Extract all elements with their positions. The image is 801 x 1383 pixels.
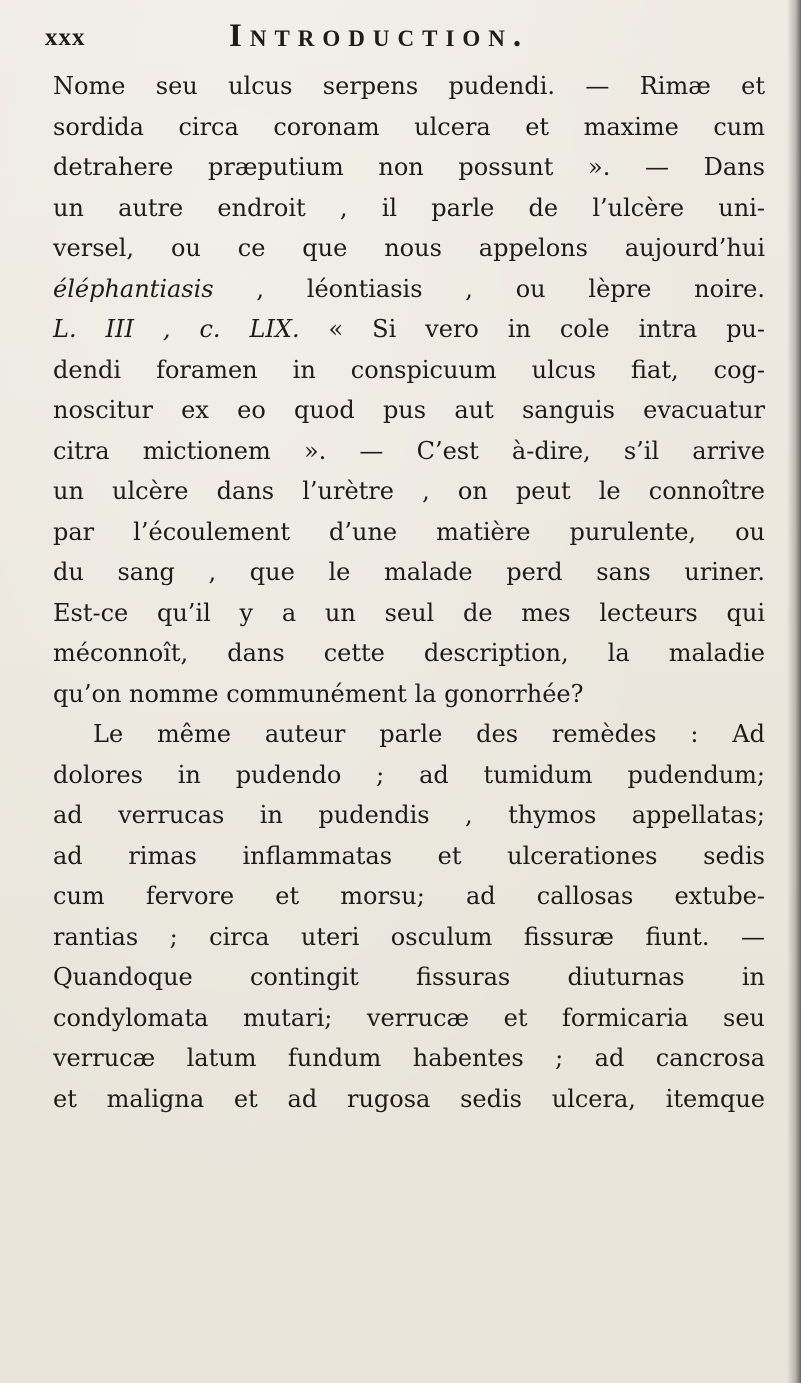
text-line: noscitur ex eo quod pus aut sanguis evacuatur	[53, 396, 765, 424]
text-line: cum fervore et morsu; ad callosas extube-	[53, 882, 765, 910]
text-line: et maligna et ad rugosa sedis ulcera, itemque	[53, 1084, 765, 1113]
text-line: du sang , que le malade perd sans uriner.	[53, 558, 765, 586]
text-line: dendi foramen in conspicuum ulcus fiat, cog-	[53, 355, 765, 384]
text-line: Nome seu ulcus serpens pudendi. — Rimæ et	[53, 72, 765, 100]
italic-reference: L. III , c. LIX.	[53, 315, 300, 343]
text-line: rantias ; circa uteri osculum fissuræ fiunt. —	[53, 922, 765, 951]
text-line: sordida circa coronam ulcera et maxime cum	[53, 112, 765, 141]
text-line: dolores in pudendo ; ad tumidum pudendum;	[53, 760, 765, 789]
text-line: un ulcère dans l’urètre , on peut le connoître	[53, 477, 765, 505]
text-line: méconnoît, dans cette description, la maladie	[53, 639, 765, 667]
text-line: detrahere præputium non possunt ». — Dans	[53, 153, 765, 181]
text-line: condylomata mutari; verrucæ et formicaria seu	[53, 1003, 765, 1032]
text-line: ad verrucas in pudendis , thymos appellatas;	[53, 801, 765, 829]
text-line: un autre endroit , il parle de l’ulcère uni-	[53, 193, 765, 222]
text-line: citra mictionem ». — C’est à-dire, s’il arrive	[53, 436, 765, 465]
text-line: Quandoque contingit fissuras diuturnas in	[53, 963, 765, 991]
text-line: par l’écoulement d’une matière purulente, ou	[53, 517, 765, 546]
text-line: Est-ce qu’il y a un seul de mes lecteurs qui	[53, 598, 765, 627]
running-title: Introduction.	[229, 18, 530, 54]
italic-term: éléphantiasis	[53, 274, 214, 303]
text-line: ad rimas inflammatas et ulcerationes sedis	[53, 841, 765, 870]
text-line: versel, ou ce que nous appelons aujourd’hui	[53, 234, 765, 262]
text-line: L. III , c. LIX. « Si vero in cole intra pu-	[53, 315, 765, 343]
text-line: qu’on nomme communément la gonorrhée?	[53, 679, 584, 708]
text-line: verrucæ latum fundum habentes ; ad cancrosa	[53, 1044, 765, 1072]
page-number: xxx	[45, 24, 86, 51]
page-edge-shadow	[787, 0, 801, 1383]
page-header	[45, 18, 775, 62]
body-text	[53, 66, 765, 1119]
text-line: éléphantiasis , léontiasis , ou lèpre noire.	[53, 274, 765, 303]
text-line: Le même auteur parle des remèdes : Ad	[93, 720, 765, 748]
